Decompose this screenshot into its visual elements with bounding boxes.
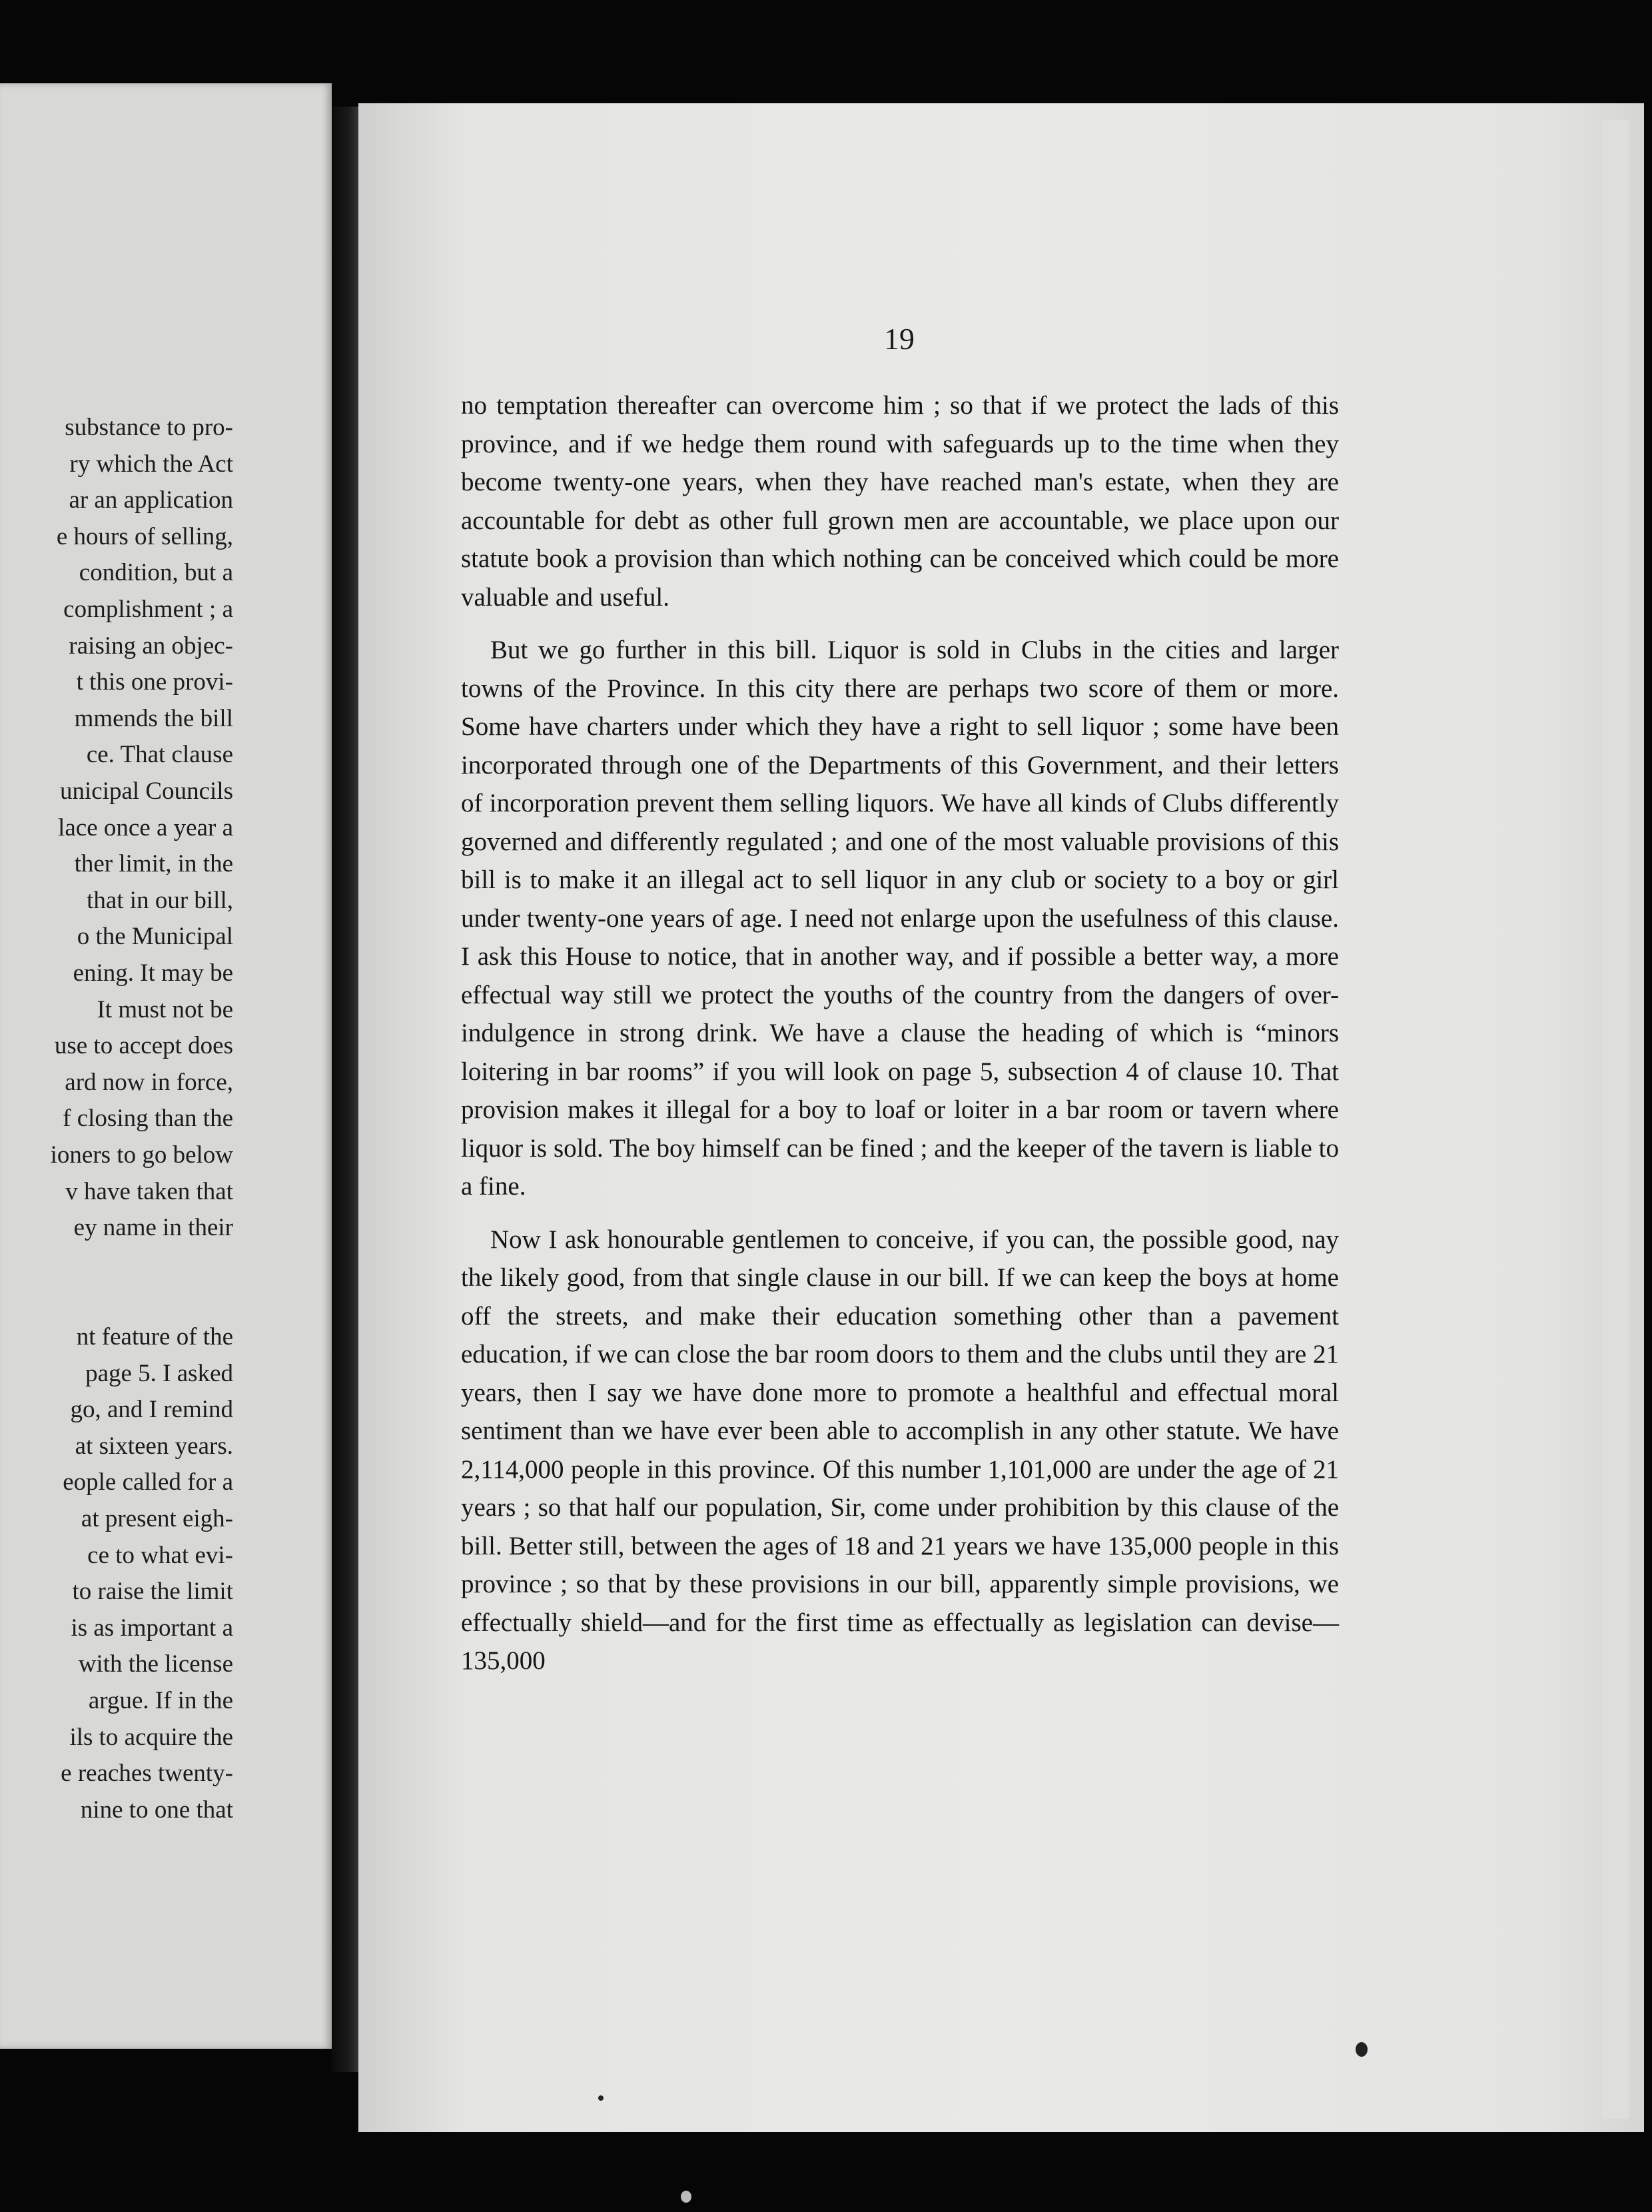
left-page-line: e hours of selling, (56, 522, 233, 550)
left-page-line: at present eigh- (81, 1505, 233, 1532)
left-page-line: e reaches twenty- (61, 1760, 233, 1788)
left-page-line: that in our bill, (87, 886, 233, 914)
left-page-line: nine to one that (80, 1796, 233, 1824)
left-page-line: mmends the bill (74, 704, 233, 732)
left-page-line: nt feature of the (76, 1323, 233, 1351)
left-page-line: ce to what evi- (87, 1541, 233, 1569)
left-page-line: complishment ; a (63, 596, 233, 623)
left-page-line: ening. It may be (73, 959, 233, 987)
left-page-line: o the Municipal (77, 923, 233, 951)
left-page-line: page 5. I asked (85, 1359, 233, 1387)
paragraph-3: Now I ask honourable gentlemen to conceive, if you can, the possible good, nay the likely good, from that single clause in our bill. If we can keep the boys at home off the streets, and make their education something other than a pavement education, if we can close the bar room doors to them and the clubs until they are 21 years, then I say we have done more to promote a healthful and effectual moral sentiment than we have ever been able to accomplish in any other statute. We have 2,114,000 people in this province. Of this number 1,101,000 are under the age of 21 years ; so that half our population, Sir, come under prohibition by this clause of the bill. Better still, between the ages of 18 and 21 years we have 135,000 people in this province ; so that by these provisions in our bill, apparently simple provisions, we effectually shield—and for the first time as effectually as legislation can devise—135,000 (461, 1225, 1339, 1675)
left-page-line: ard now in force, (65, 1068, 233, 1096)
left-page-line: ey name in their (73, 1214, 233, 1242)
left-page-line: ar an application (69, 486, 233, 514)
paragraph-1: no temptation thereafter can overcome him ; so that if we protect the lads of this province, and if we hedge them round with safeguards up to the time when they become twenty-one years, when they have reached man's estate, when they are accountable for debt as other full grown men are accountable, we place upon our statute book a provision than which nothing can be conceived which could be more valuable and useful. (461, 391, 1339, 612)
left-page-line: ce. That clause (86, 741, 233, 769)
left-page-line: ioners to go below (50, 1141, 233, 1169)
left-page-line: with the license (78, 1650, 233, 1678)
left-page-line: to raise the limit (72, 1578, 233, 1606)
left-page-line: lace once a year a (58, 814, 233, 841)
left-page-line: raising an objec- (69, 632, 233, 660)
left-page-line: is as important a (71, 1614, 233, 1642)
left-page-line: unicipal Councils (60, 778, 233, 805)
left-facing-page (0, 83, 332, 2049)
left-page-line: ils to acquire the (69, 1723, 233, 1751)
left-page-line: eople called for a (63, 1468, 233, 1496)
left-page-line: It must not be (97, 995, 233, 1023)
page-number: 19 (884, 322, 915, 356)
left-page-line: at sixteen years. (75, 1432, 233, 1460)
left-page-line: go, and I remind (70, 1396, 233, 1424)
left-page-line: v have taken that (65, 1177, 233, 1205)
left-page-line: t this one provi- (76, 668, 233, 696)
page-edge (1602, 120, 1629, 2119)
left-page-line: argue. If in the (88, 1687, 233, 1714)
ink-speck (681, 2191, 691, 2203)
left-page-line: f closing than the (63, 1105, 233, 1133)
left-page-line: ry which the Act (69, 450, 233, 478)
ink-speck (1356, 2042, 1368, 2057)
left-page-line: use to accept does (54, 1032, 233, 1060)
book-gutter (332, 107, 360, 2072)
paragraph-2: But we go further in this bill. Liquor is sold in Clubs in the cities and larger towns of the Province. In this city there are perhaps two score of them or more. Some have charters under which they have a right to sell liquor ; some have been incorporated through one of the Departments of this Government, and their letters of incorporation prevent them selling liquors. We have all kinds of Clubs differently governed and differently regulated ; and one of the most valuable provisions of this bill is to make it an illegal act to sell liquor in any club or society to a boy or girl under twenty-one years of age. I need not enlarge upon the usefulness of this clause. I ask this House to notice, that in another way, and if possible a better way, a more effectual way still we protect the youths of the country from the dangers of over-indulgence in strong drink. We have a clause the heading of which is “minors loitering in bar rooms” if you will look on page 5, subsection 4 of clause 10. That provision makes it illegal for a boy to loaf or loiter in a bar room or tavern where liquor is sold. The boy himself can be fined ; and the keeper of the tavern is liable to a fine. (461, 636, 1339, 1201)
ink-speck (598, 2095, 604, 2101)
left-page-line: substance to pro- (65, 414, 233, 441)
page-body-text (461, 386, 1339, 1695)
left-page-line: condition, but a (79, 559, 233, 587)
left-page-line: ther limit, in the (74, 850, 233, 878)
